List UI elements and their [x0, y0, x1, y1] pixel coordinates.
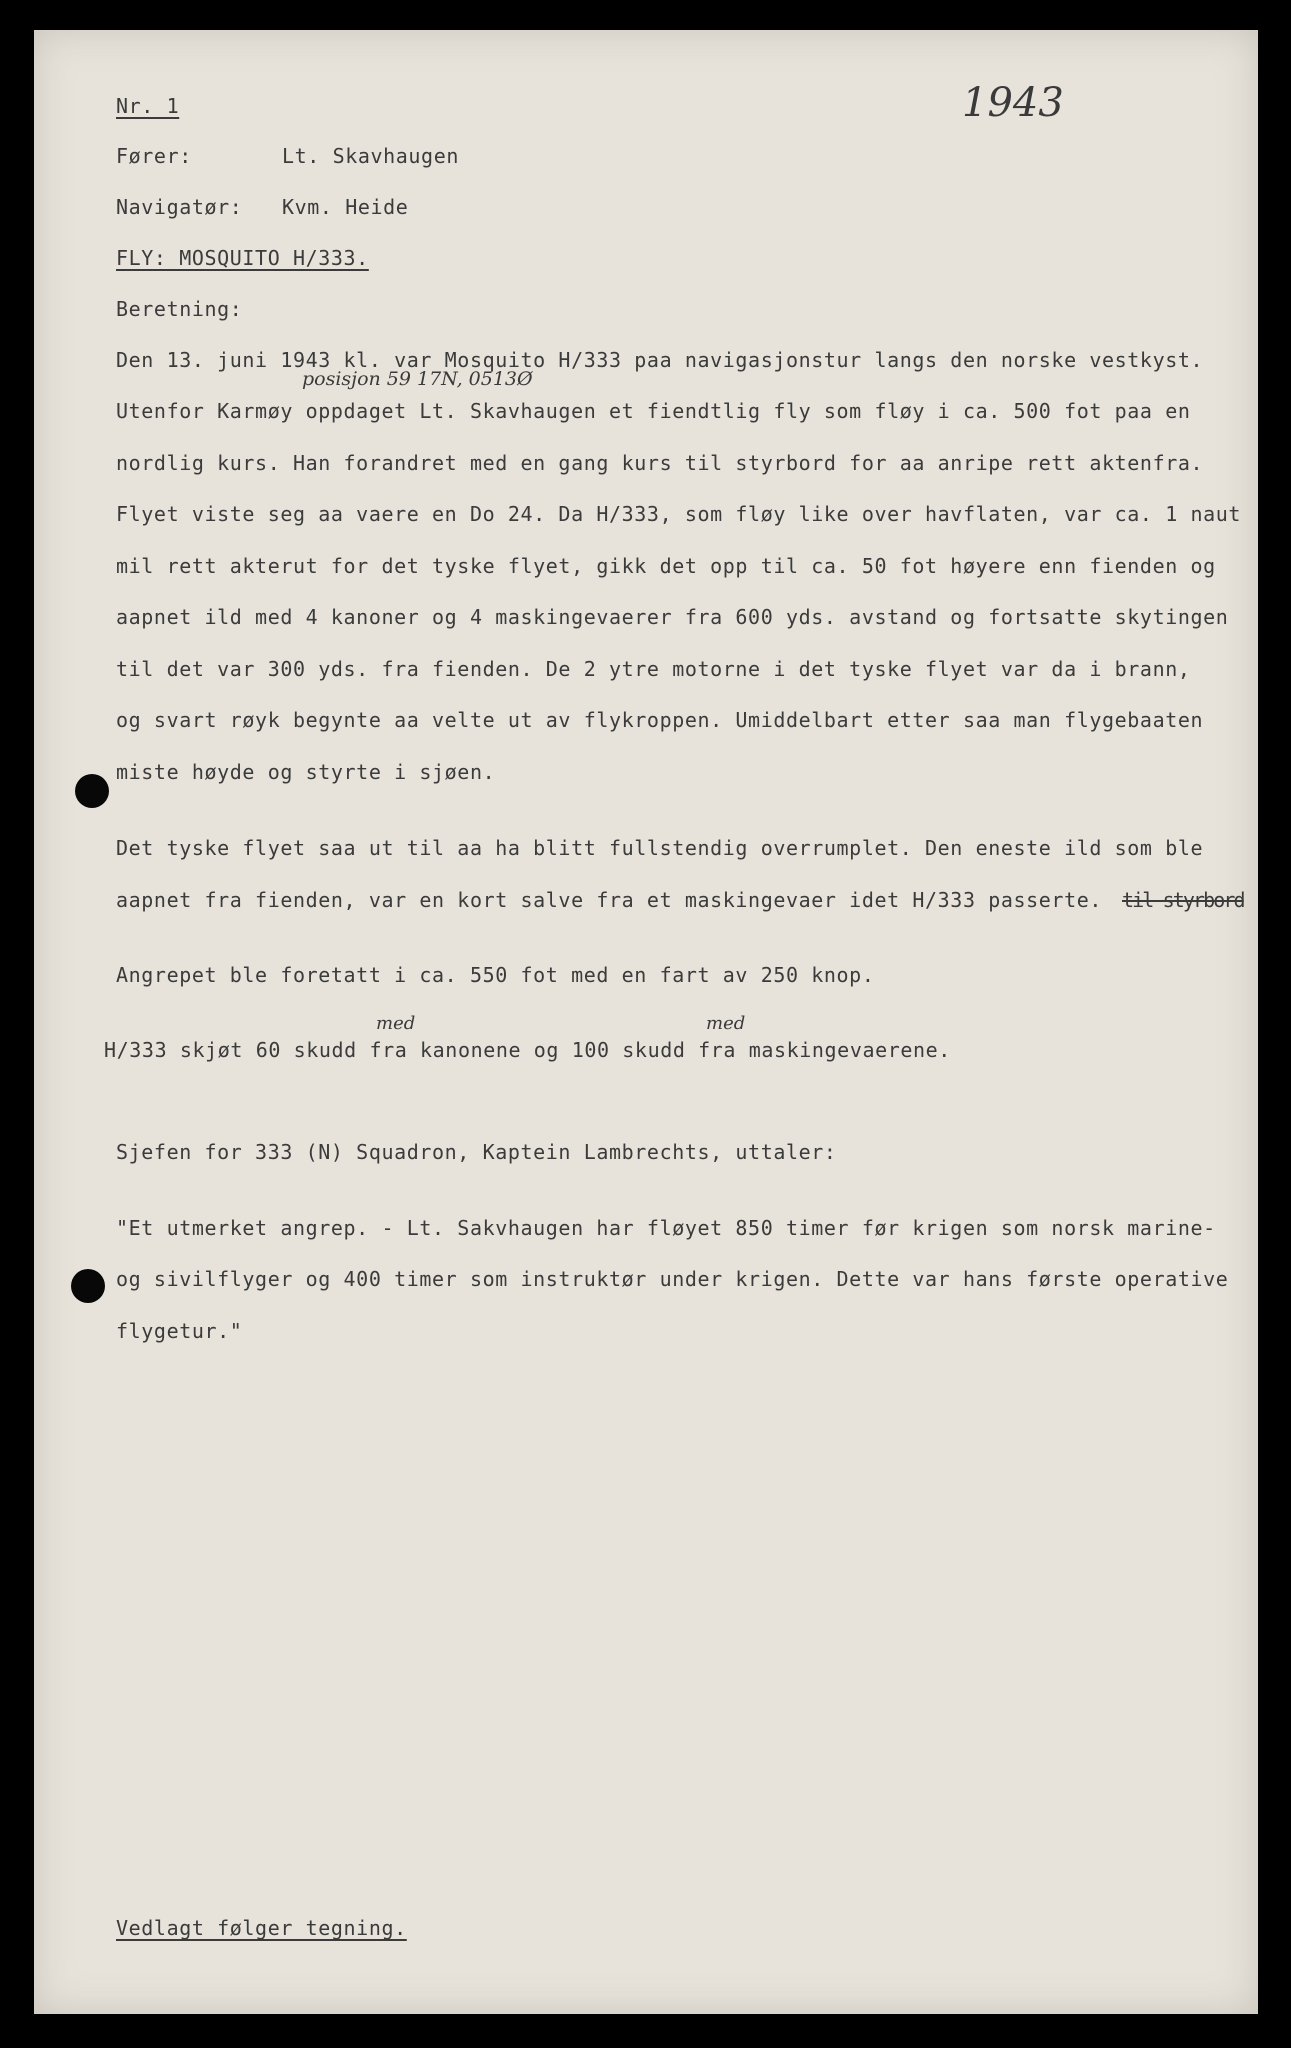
text-line: og sivilflyger og 400 timer som instruktør under krigen. Dette var hans første operative: [116, 1267, 1229, 1291]
handwritten-year: 1943: [962, 80, 1064, 126]
handwritten-correction: med: [706, 1013, 746, 1034]
text-line: Den 13. juni 1943 kl. var Mosquito H/333 paa navigasjonstur langs den norske vestkyst.: [116, 348, 1204, 372]
pilot-label: Fører:: [116, 144, 192, 168]
document-page: [34, 30, 1258, 2014]
navigator-label: Navigatør:: [116, 195, 243, 219]
report-heading: Beretning:: [116, 297, 243, 321]
text-line: "Et utmerket angrep. - Lt. Sakvhaugen har fløyet 850 timer før krigen som norsk marine-: [116, 1216, 1216, 1240]
text-line: Flyet viste seg aa vaere en Do 24. Da H/333, som fløy like over havflaten, var ca. 1 naut: [116, 502, 1242, 526]
attack-line: Angrepet ble foretatt i ca. 550 fot med en fart av 250 knop.: [116, 963, 875, 987]
chief-line: Sjefen for 333 (N) Squadron, Kaptein Lambrechts, uttaler:: [116, 1140, 837, 1164]
shots-line: H/333 skjøt 60 skudd fra kanonene og 100 skudd fra maskingevaerene.: [104, 1038, 951, 1062]
text-line: miste høyde og styrte i sjøen.: [116, 760, 496, 784]
aircraft-line: FLY: MOSQUITO H/333.: [116, 246, 369, 270]
punch-hole: [71, 1269, 105, 1303]
handwritten-correction: med: [376, 1013, 416, 1034]
navigator-value: Kvm. Heide: [282, 195, 409, 219]
pilot-value: Lt. Skavhaugen: [282, 144, 459, 168]
document-number: Nr. 1: [116, 94, 180, 118]
text-line: nordlig kurs. Han forandret med en gang kurs til styrbord for aa anripe rett aktenfra.: [116, 451, 1204, 475]
text-line: og svart røyk begynte aa velte ut av flykroppen. Umiddelbart etter saa man flygebaaten: [116, 708, 1204, 732]
text-line: Det tyske flyet saa ut til aa ha blitt fullstendig overrumplet. Den eneste ild som ble: [116, 836, 1204, 860]
text-line: Utenfor Karmøy oppdaget Lt. Skavhaugen et fiendtlig fly som fløy i ca. 500 fot paa en: [116, 399, 1191, 423]
text-line: mil rett akterut for det tyske flyet, gikk det opp til ca. 50 fot høyere enn fienden og: [116, 554, 1216, 578]
text-line: til det var 300 yds. fra fienden. De 2 ytre motorne i det tyske flyet var da i brann,: [116, 657, 1191, 681]
punch-hole: [75, 774, 109, 808]
text-line: aapnet ild med 4 kanoner og 4 maskingevaerer fra 600 yds. avstand og fortsatte skytingen: [116, 605, 1229, 629]
handwritten-position: posisjon 59 17N, 0513Ø: [302, 368, 533, 390]
text-line: flygetur.": [116, 1319, 243, 1343]
footer-line: Vedlagt følger tegning.: [116, 1916, 407, 1940]
struck-text: til styrbord: [1122, 888, 1244, 912]
text-line: aapnet fra fienden, var en kort salve fra et maskingevaer idet H/333 passerte.: [116, 888, 1102, 912]
